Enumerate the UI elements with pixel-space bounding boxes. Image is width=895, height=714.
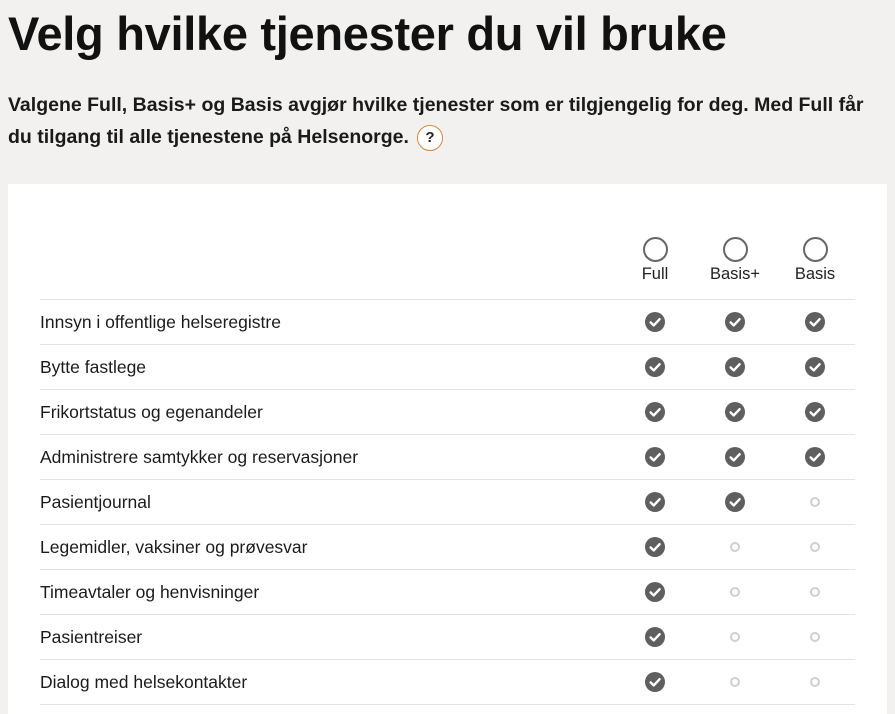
table-row (40, 300, 855, 345)
radio-basis[interactable] (803, 237, 828, 262)
service-name: Administrere samtykker og reservasjoner (40, 447, 359, 467)
intro-paragraph: Valgene Full, Basis+ og Basis avgjør hvilke tjenester som er tilgjengelig for deg. Med Full får du tilgang til alle tjenestene på Helsenorge. (8, 94, 864, 148)
check-icon (725, 447, 745, 467)
check-icon (645, 357, 665, 377)
check-icon (645, 312, 665, 332)
check-icon (645, 402, 665, 422)
unavailable-icon (725, 672, 745, 692)
table-row (40, 525, 855, 570)
service-name: Pasientjournal (40, 492, 151, 512)
unavailable-icon (805, 582, 825, 602)
unavailable-icon (725, 537, 745, 557)
help-button[interactable]: ? (417, 125, 443, 151)
unavailable-icon (725, 627, 745, 647)
check-icon (805, 447, 825, 467)
unavailable-icon (805, 627, 825, 647)
service-name: Dialog med helsekontakter (40, 672, 248, 692)
unavailable-icon (725, 582, 745, 602)
table-row (40, 480, 855, 525)
radio-full[interactable] (643, 237, 668, 262)
service-rows (40, 300, 855, 705)
check-icon (645, 627, 665, 647)
check-icon (645, 537, 665, 557)
check-icon (725, 357, 745, 377)
check-icon (725, 402, 745, 422)
check-icon (645, 672, 665, 692)
unavailable-icon (805, 672, 825, 692)
check-icon (805, 357, 825, 377)
option-basis-plus-label: Basis+ (710, 265, 760, 283)
service-name: Legemidler, vaksiner og prøvesvar (40, 537, 308, 557)
service-table (40, 184, 855, 705)
table-row (40, 660, 855, 705)
intro-text (8, 89, 878, 153)
table-row (40, 435, 855, 480)
check-icon (645, 447, 665, 467)
check-icon (805, 402, 825, 422)
option-header-row (40, 184, 855, 300)
option-full[interactable] (615, 237, 695, 284)
option-basis-plus[interactable] (695, 237, 775, 284)
option-basis[interactable] (775, 237, 855, 284)
service-name: Innsyn i offentlige helseregistre (40, 312, 281, 332)
service-comparison-card (8, 184, 887, 714)
check-icon (645, 492, 665, 512)
table-row (40, 390, 855, 435)
option-full-label: Full (641, 265, 669, 283)
service-name: Bytte fastlege (40, 357, 147, 377)
table-row (40, 615, 855, 660)
unavailable-icon (805, 492, 825, 512)
table-row (40, 345, 855, 390)
check-icon (725, 312, 745, 332)
service-name: Pasientreiser (40, 627, 143, 647)
page-title: Velg hvilke tjenester du vil bruke (8, 7, 727, 60)
check-icon (725, 492, 745, 512)
check-icon (645, 582, 665, 602)
check-icon (805, 312, 825, 332)
option-basis-label: Basis (794, 265, 836, 283)
table-row (40, 570, 855, 615)
unavailable-icon (805, 537, 825, 557)
service-name: Frikortstatus og egenandeler (40, 402, 263, 422)
service-name: Timeavtaler og henvisninger (40, 582, 260, 602)
radio-basis-plus[interactable] (723, 237, 748, 262)
